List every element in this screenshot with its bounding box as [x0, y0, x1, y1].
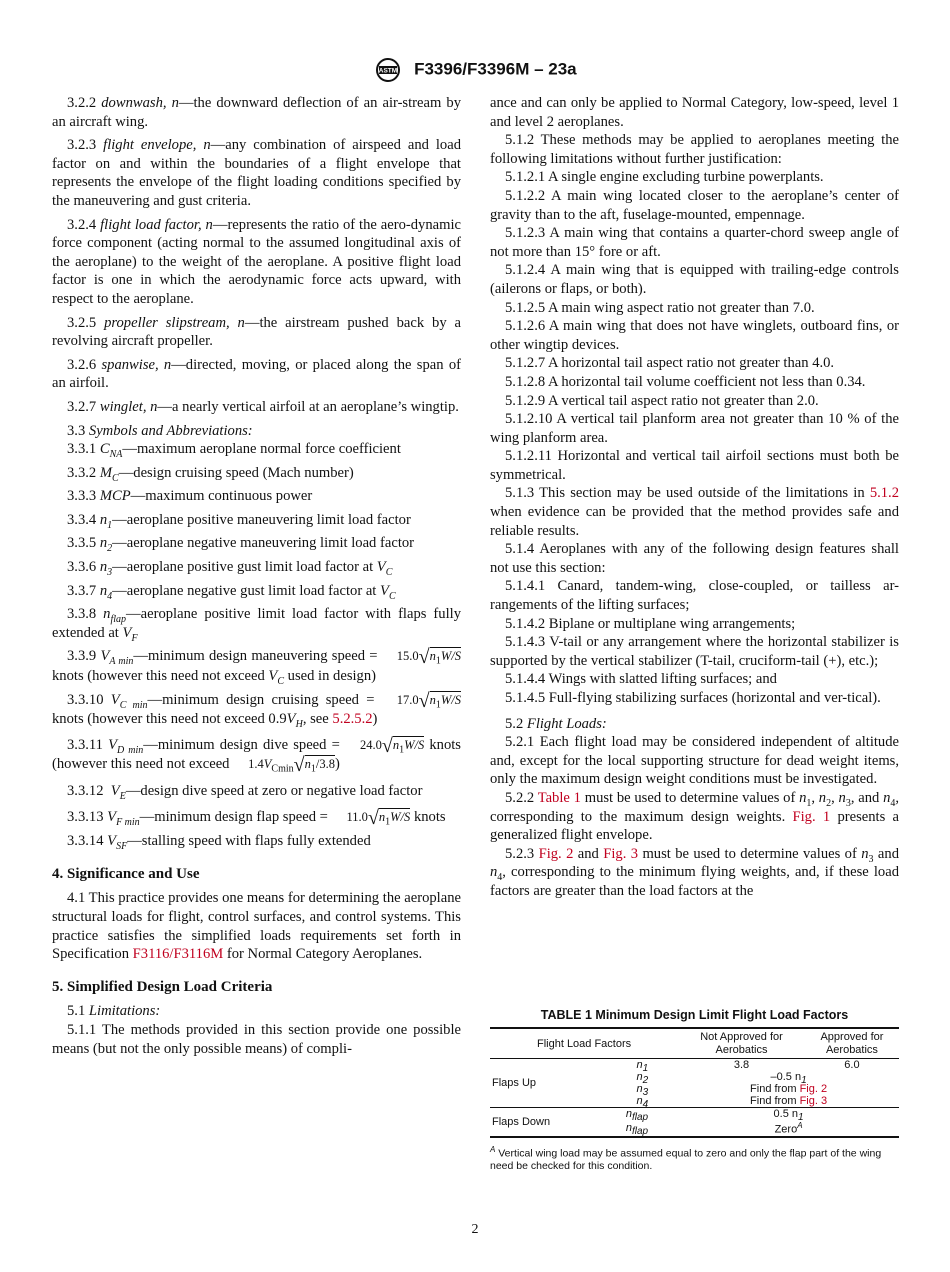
para-3-3-4: 3.3.4 $n_1—aeroplane$ positive maneuvering limit load factor [67, 511, 411, 531]
cell-span: Find from Fig. 2 [750, 1083, 828, 1095]
page-number: 2 [471, 1222, 479, 1237]
para-3-2-6: 3.2.6 spanwise, n—directed, moving, or placed along the span of an airfoil. [52, 356, 461, 392]
para-5-1-2-10: 5.1.2.10 A vertical tail planform area not greater than 10 % of the wing planform area. [490, 411, 899, 446]
cell-approved: 6.0 [844, 1059, 860, 1071]
para-3-3-12: 3.3.12 $V_E—design$ dive speed at zero or negative load factor [67, 783, 423, 802]
para-3-3-3: 3.3.3 MCP—maximum continuous power [67, 488, 313, 505]
cell-not-approved: 3.8 [733, 1059, 750, 1071]
link-table-1[interactable]: Table 1 [537, 789, 581, 806]
para-5-1-1-cont: ance and can only be applied to Normal Category, low-speed, level 1 and level 2 aeroplanes. [490, 95, 899, 130]
table-title: TABLE 1 Minimum Design Limit Flight Load Factors [540, 1008, 849, 1022]
link-f3116[interactable]: F3116/F3116M [132, 946, 224, 963]
link-fig-3[interactable]: Fig. 3 [603, 845, 639, 862]
cell-span: Zero$^A$ [774, 1121, 803, 1136]
formula-sqrt: $17.0√n_1W/S$ [396, 689, 462, 712]
col-header-approved: Approved for Aerobatics [805, 1028, 899, 1059]
section-4-heading: 4. Significance and Use [52, 865, 200, 882]
cell-span: –0.5 n1 [770, 1071, 807, 1087]
right-column [490, 94, 899, 901]
table-row [490, 1108, 899, 1121]
table-1 [490, 1008, 899, 1173]
para-3-3-6: 3.3.6 $n_3—aeroplane$ positive gust limit load factor at $V_C$ [67, 559, 393, 578]
col-header-not-approved: Not Approved for Aerobatics [678, 1028, 805, 1059]
para-5-1-3: 5.1.3 This section may be used outside of the limitations in 5.1.2 when evidence can be provided that the method provides safe and reliable results. [490, 485, 899, 539]
link-fig-2[interactable]: Fig. 2 [799, 1083, 828, 1095]
svg-text:ASTM: ASTM [379, 67, 398, 75]
para-5-1-2-7: 5.1.2.7 A horizontal tail aspect ratio not greater than 4.0. [505, 355, 835, 372]
row-symbol: n3 [636, 1083, 649, 1099]
para-3-2-3: 3.2.3 flight envelope, n—any combination of airspeed and load factor on and within the boundaries of a flight envelope that represents the envelope of the flight loading conditions specified by the maneuvering and gust criteria. [52, 137, 461, 209]
para-3-3: 3.3 Symbols and Abbreviations: [67, 422, 253, 439]
para-5-1-2-8: 5.1.2.8 A horizontal tail volume coefficient not less than 0.34. [505, 373, 866, 390]
formula-sqrt: $1.4V_{Cmin}√n_1/3.8$ [248, 754, 335, 777]
group-flaps-down: Flaps Down [492, 1115, 551, 1128]
para-5-1-2-5: 5.1.2.5 A main wing aspect ratio not greater than 7.0. [505, 299, 815, 316]
group-flaps-up: Flaps Up [490, 1059, 590, 1108]
document-header [0, 58, 950, 82]
formula-sqrt: $15.0√n_1W/S$ [396, 646, 461, 669]
para-5-2: 5.2 Flight Loads: [505, 715, 607, 732]
table-row [490, 1059, 899, 1072]
table-footnote: $^A$ Vertical wing load may be assumed equal to zero and only the flap part of the wing need be checked for this condition. [490, 1144, 882, 1173]
para-5-1-1: 5.1.1 The methods provided in this section provide one possible means (but not the only possible means) of compli- [52, 1021, 461, 1057]
row-symbol: nflap [625, 1108, 649, 1124]
para-3-3-11: 3.3.11 $V_{D min}—minimum$ design dive speed = $24.0√n_1W/S$ knots (however this need not exceed $1.4V_{Cmin}√n_1/3.8$) [52, 734, 461, 777]
para-3-3-8: 3.3.8 $n_{flap}—aeroplane$ positive limit load factor with flaps fully extended at $V_F$ [52, 606, 461, 644]
row-symbol: nflap [625, 1121, 649, 1138]
cell-span: 0.5 n1 [773, 1108, 804, 1124]
para-5-1: 5.1 Limitations: [67, 1003, 161, 1020]
para-5-1-2-11: 5.1.2.11 Horizontal and vertical tail airfoil sections must both be symmetrical. [490, 448, 899, 483]
para-5-1-2-6: 5.1.2.6 A main wing that does not have winglets, outboard fins, or other wingtip devices. [490, 318, 899, 353]
para-5-1-2-3: 5.1.2.3 A main wing that contains a quarter-chord sweep angle of not more than 15° fore or aft. [490, 225, 899, 260]
link-fig-2[interactable]: Fig. 2 [538, 845, 574, 862]
link-5-1-2[interactable]: 5.1.2 [869, 485, 899, 502]
para-3-2-7: 3.2.7 winglet, n—a nearly vertical airfoil at an aeroplane’s wingtip. [67, 398, 459, 415]
para-5-1-2-4: 5.1.2.4 A main wing that is equipped with trailing-edge controls (ailerons or flaps, or both). [490, 262, 899, 297]
para-5-1-2-1: 5.1.2.1 A single engine excluding turbine powerplants. [505, 169, 824, 186]
para-5-1-4-2: 5.1.4.2 Biplane or multiplane wing arrangements; [505, 615, 796, 632]
para-5-2-3: 5.2.3 Fig. 2 and Fig. 3 must be used to determine values of $n_3$ and $n_4$, corresponding to the minimum flying weights, and, if these load factors are greater than the load factors at the [490, 845, 899, 899]
para-5-1-2-9: 5.1.2.9 A vertical tail aspect ratio not greater than 2.0. [505, 392, 819, 409]
link-fig-1[interactable]: Fig. 1 [792, 808, 831, 825]
para-5-1-4: 5.1.4 Aeroplanes with any of the following design features shall not use this section: [490, 541, 899, 576]
col-header-factors: Flight Load Factors [490, 1028, 678, 1059]
cell-span: Find from Fig. 3 [678, 1095, 899, 1108]
para-4-1: 4.1 This practice provides one means for determining the aeroplane structural loads for flight, control surfaces, and control systems. This practice satisfies the simplified loads requirements set forth in Specification F3116/F3116M for Normal Category Aeroplanes. [52, 890, 461, 963]
para-5-1-4-4: 5.1.4.4 Wings with slatted lifting surfaces; and [505, 671, 777, 688]
para-3-3-14: 3.3.14 $V_{SF}—stalling$ speed with flaps fully extended [67, 833, 371, 853]
link-5-2-5-2[interactable]: 5.2.5.2 [332, 711, 373, 728]
row-symbol: n2 [636, 1071, 649, 1087]
document-designation: F3396/F3396M – 23a [414, 59, 577, 79]
section-5-heading: 5. Simplified Design Load Criteria [52, 978, 273, 995]
link-fig-3[interactable]: Fig. 3 [799, 1095, 828, 1107]
para-5-2-2: 5.2.2 Table 1 must be used to determine values of $n_1$, $n_2$, $n_3$, and $n_4$, corresponding to the maximum design weights. Fig. 1 presents a generalized flight envelope. [490, 789, 900, 844]
load-factor-table [490, 1027, 899, 1138]
para-3-3-7: 3.3.7 $n_4—aeroplane$ negative gust limit load factor at $V_C$ [67, 582, 396, 602]
row-symbol: n4 [590, 1095, 678, 1108]
para-5-1-4-5: 5.1.4.5 Full-flying stabilizing surfaces (horizontal and ver-tical). [505, 690, 881, 706]
formula-sqrt: $24.0√n_1W/S$ [359, 734, 425, 757]
astm-logo-icon [373, 58, 403, 82]
para-3-2-5: 3.2.5 propeller slipstream, n—the airstream pushed back by a revolving aircraft propeller. [52, 314, 461, 350]
para-5-1-2-2: 5.1.2.2 A main wing located closer to the aeroplane’s center of gravity than to the aft, fuselage-mounted, empennage. [490, 187, 899, 223]
para-5-1-4-3: 5.1.4.3 V-tail or any arrangement where the horizontal stabilizer is supported by the vertical stabilizer (T-tail, cruciform-tail (+), etc.); [490, 634, 899, 669]
table-header-row [490, 1028, 899, 1059]
para-3-3-5: 3.3.5 $n_2—aeroplane$ negative maneuvering limit load factor [67, 535, 415, 555]
left-column [52, 94, 461, 1058]
para-3-3-13: 3.3.13 $V_{F min}—minimum$ design flap speed = $11.0√n_1W/S$ knots [67, 806, 446, 829]
row-symbol: n1 [636, 1059, 649, 1075]
formula-sqrt: $11.0√n_1W/S$ [346, 806, 411, 829]
para-3-2-2: 3.2.2 downwash, n—the downward deflection of an air-stream by an aircraft wing. [52, 95, 461, 130]
para-3-3-9: 3.3.9 $V_{A min}—minimum$ design maneuvering speed = $15.0√n_1W/S$ knots (however this need not exceed $V_C$ used in design) [52, 646, 461, 687]
para-3-2-4: 3.2.4 flight load factor, n—represents the ratio of the aero-dynamic force component (acting normal to the assumed longitudinal axis of the aeroplane) to the weight of the aeroplane. A positive flight load factor is one in which the aerodynamic force acts upward, with respect to the aeroplane. [52, 216, 461, 307]
para-3-3-10: 3.3.10 $V_{C min}—minimum$ design cruising speed = $17.0√n_1W/S$ knots (however this need not exceed $0.9V_H$, see 5.2.5.2) [52, 689, 462, 731]
para-3-3-2: 3.3.2 $M_C—design$ cruising speed (Mach number) [67, 464, 354, 484]
para-5-1-4-1: 5.1.4.1 Canard, tandem-wing, close-coupled, or tailless ar-rangements of the lifting surfaces; [490, 578, 899, 614]
para-3-3-1: 3.3.1 $C_{NA}—maximum$ aeroplane normal force coefficient [67, 441, 401, 460]
para-5-1-2: 5.1.2 These methods may be applied to aeroplanes meeting the following limitations without further justification: [490, 132, 899, 167]
para-5-2-1: 5.2.1 Each flight load may be considered independent of altitude and, except for the local supporting structure for dead weight items, only the maximum design weight conditions must be investigated. [490, 734, 899, 788]
